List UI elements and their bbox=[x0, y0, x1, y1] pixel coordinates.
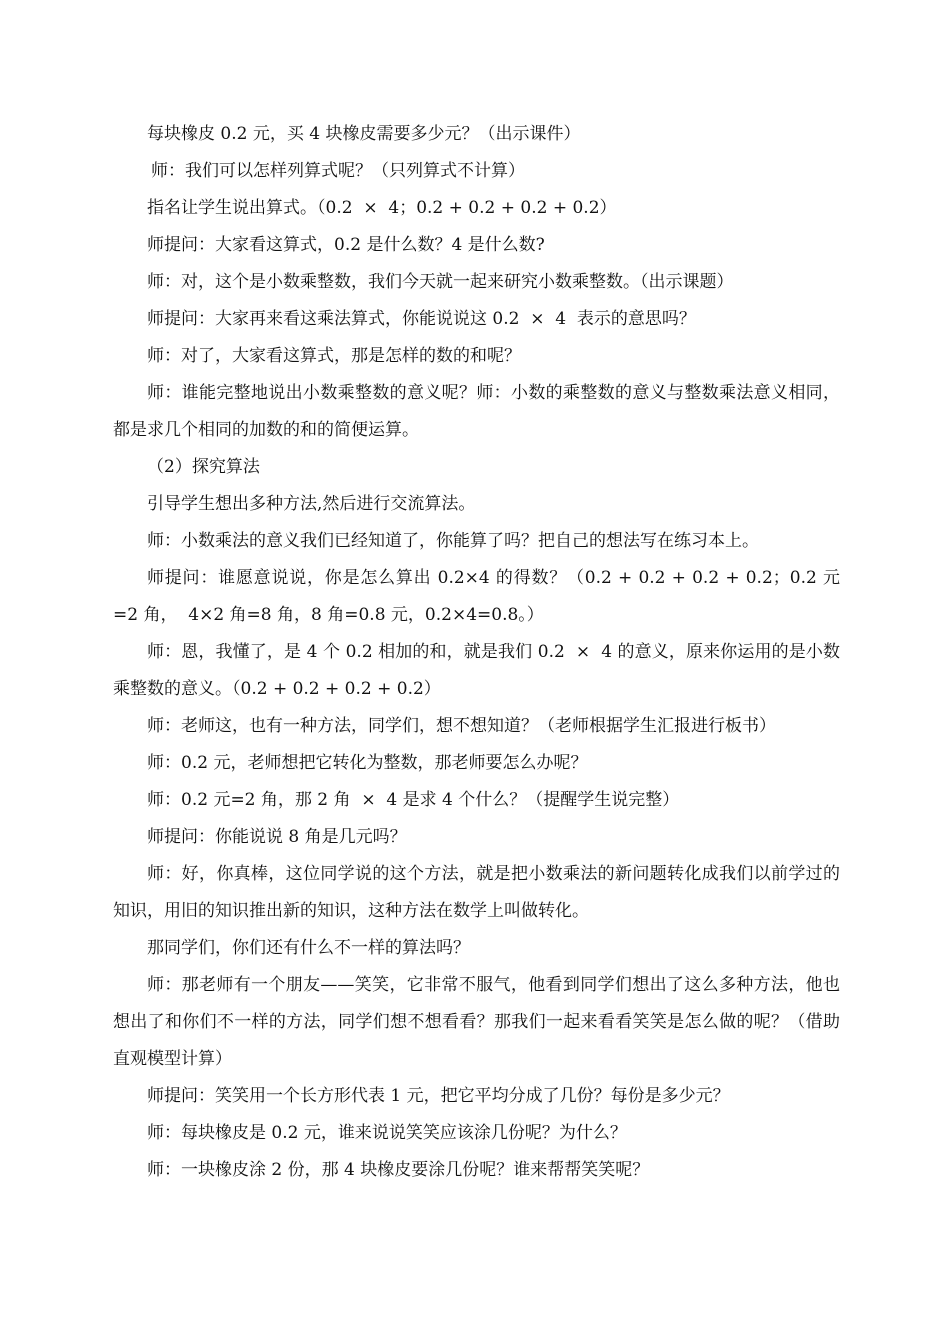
paragraph: 师：0.2 元，老师想把它转化为整数，那老师要怎么办呢？ bbox=[147, 753, 588, 773]
paragraph: 师：一块橡皮涂 2 份，那 4 块橡皮要涂几份呢？谁来帮帮笑笑呢？ bbox=[147, 1160, 650, 1180]
paragraph: 师提问：你能说说 8 角是几元吗？ bbox=[147, 827, 407, 847]
paragraph: 师提问：大家看这算式，0.2 是什么数？4 是什么数? bbox=[147, 235, 545, 255]
paragraph: 师：老师这，也有一种方法，同学们，想不想知道？（老师根据学生汇报进行板书） bbox=[147, 716, 776, 736]
paragraph: 师：0.2 元=2 角，那 2 角 × 4 是求 4 个什么？（提醒学生说完整） bbox=[147, 790, 680, 810]
paragraph: 师提问：谁愿意说说，你是怎么算出 0.2×4 的得数？（0.2 + 0.2 + 0.2 + 0.2；0.2 元=2 角， 4×2 角=8 角，8 角=0.8 元，0.2×4=0.8。） bbox=[113, 568, 840, 625]
paragraph: 师：我们可以怎样列算式呢？（只列算式不计算） bbox=[151, 161, 525, 181]
paragraph: 师：对了，大家看这算式，那是怎样的数的和呢？ bbox=[147, 346, 521, 366]
paragraph: 师提问：笑笑用一个长方形代表 1 元，把它平均分成了几份？每份是多少元？ bbox=[147, 1086, 730, 1106]
paragraph: 师提问：大家再来看这乘法算式，你能说说这 0.2 × 4 表示的意思吗？ bbox=[147, 309, 696, 329]
section-heading: （2）探究算法 bbox=[147, 457, 260, 477]
paragraph: 师：那老师有一个朋友——笑笑，它非常不服气，他看到同学们想出了这么多种方法，他也想出了和你们不一样的方法，同学们想不想看看？那我们一起来看看笑笑是怎么做的呢？（借助直观模型计算） bbox=[113, 975, 840, 1069]
paragraph: 引导学生想出多种方法,然后进行交流算法。 bbox=[147, 494, 476, 514]
paragraph: 指名让学生说出算式。（0.2 × 4；0.2 + 0.2 + 0.2 + 0.2） bbox=[147, 198, 617, 218]
paragraph: 每块橡皮 0.2 元，买 4 块橡皮需要多少元？（出示课件） bbox=[147, 124, 581, 144]
paragraph: 师：对，这个是小数乘整数，我们今天就一起来研究小数乘整数。（出示课题） bbox=[147, 272, 734, 292]
paragraph: 那同学们，你们还有什么不一样的算法吗？ bbox=[147, 938, 470, 958]
paragraph: 师：每块橡皮是 0.2 元，谁来说说笑笑应该涂几份呢？为什么？ bbox=[147, 1123, 627, 1143]
paragraph: 师：谁能完整地说出小数乘整数的意义呢？师：小数的乘整数的意义与整数乘法意义相同，都是求几个相同的加数的和的简便运算。 bbox=[113, 383, 840, 440]
paragraph: 师：好，你真棒，这位同学说的这个方法，就是把小数乘法的新问题转化成我们以前学过的知识，用旧的知识推出新的知识，这种方法在数学上叫做转化。 bbox=[113, 864, 840, 921]
paragraph: 师：恩，我懂了，是 4 个 0.2 相加的和，就是我们 0.2 × 4 的意义，原来你运用的是小数乘整数的意义。（0.2 + 0.2 + 0.2 + 0.2） bbox=[113, 642, 840, 699]
paragraph: 师：小数乘法的意义我们已经知道了，你能算了吗？把自己的想法写在练习本上。 bbox=[147, 531, 759, 551]
document-body bbox=[113, 116, 840, 1189]
